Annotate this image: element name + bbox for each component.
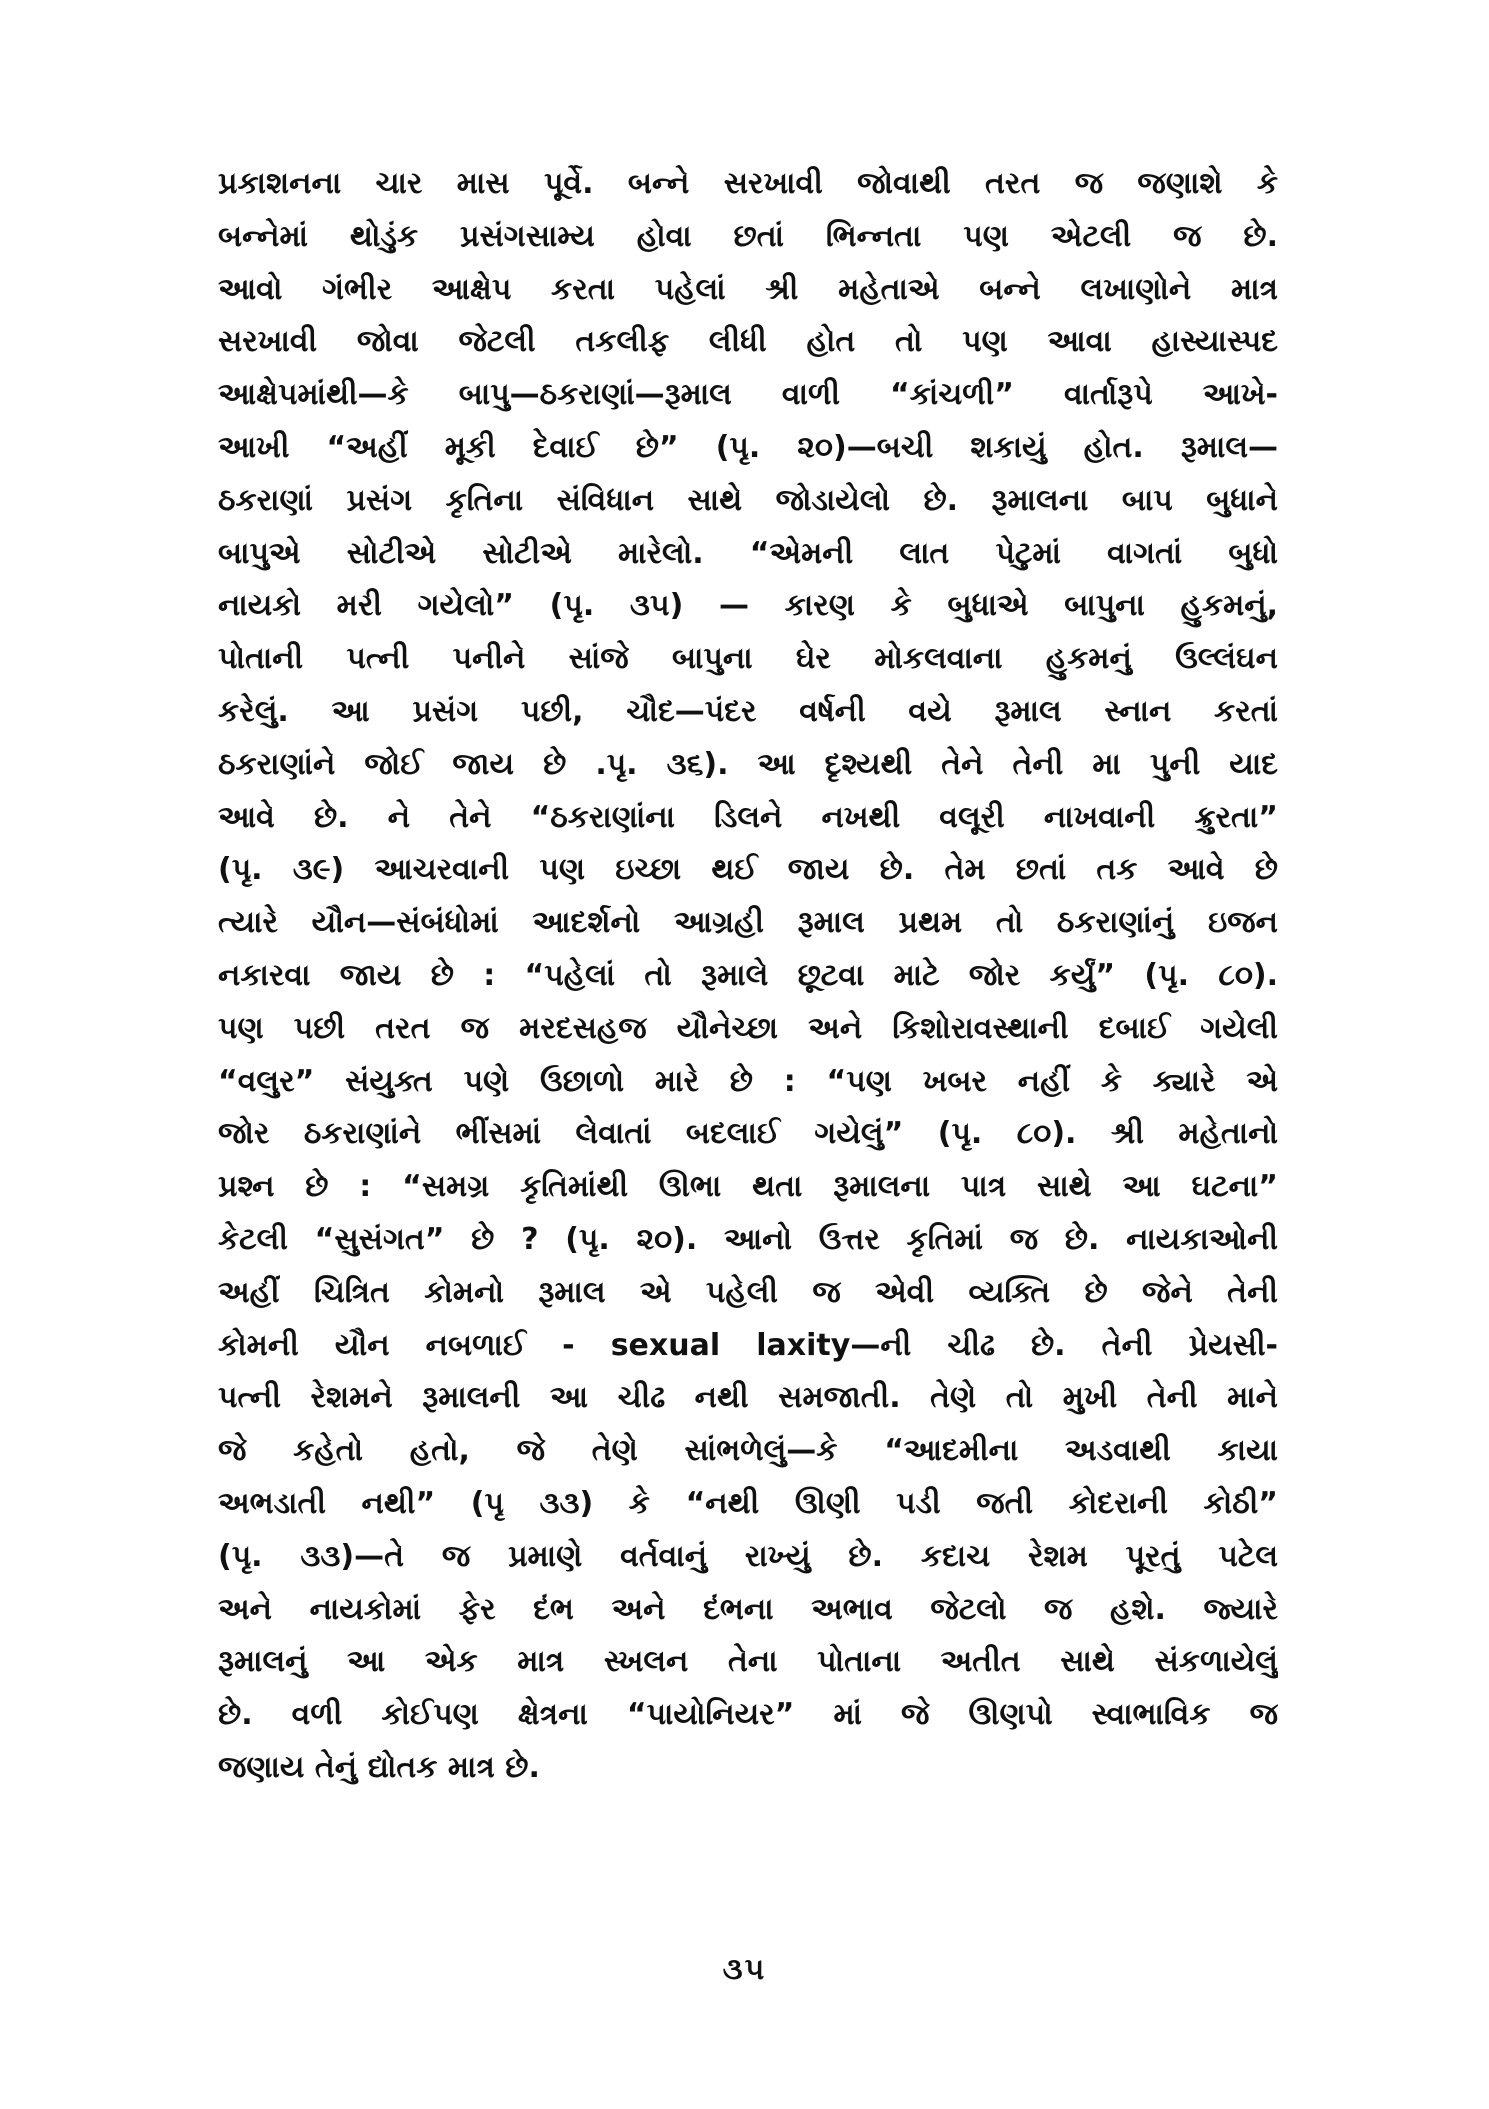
text-line: છે. વળી કોઈપણ ક્ષેત્રના “પાયોનિયર” માં જે ઊણપો સ્વાભાવિક જ: [218, 1697, 1278, 1733]
text-line: પણ પછી તરત જ મરદસહજ યૌનેચ્છા અને કિશોરાવસ્થાની દબાઈ ગયેલી: [218, 1010, 1278, 1046]
text-line: ઠકરાણાંને જોઈ જાય છે .પૃ. ૩૬). આ દૃશ્યથી તેને તેની મા પુની યાદ: [218, 746, 1278, 782]
text-line: નાયકો મરી ગયેલો” (પૃ. ૩૫) — કારણ કે બુધાએ બાપુના હુકમનું,: [218, 588, 1278, 624]
text-line: સરખાવી જોવા જેટલી તકલીફ લીધી હોત તો પણ આવા હાસ્યાસ્પદ: [218, 324, 1278, 360]
body-text: [218, 158, 1278, 1795]
text-line: પોતાની પત્ની પનીને સાંજે બાપુના ઘેર મોકલવાના હુકમનું ઉલ્લંઘન: [218, 641, 1278, 677]
page-number: ૩૫: [722, 1952, 767, 1987]
text-line: કોમની યૌન નબળાઈ - sexual laxity—ની ચીઢ છે. તેની પ્રેયસી-: [218, 1327, 1278, 1363]
text-line: આવે છે. ને તેને “ઠકરાણાંના ડિલને નખથી વલૂરી નાખવાની ક્રુરતા”: [218, 799, 1278, 835]
text-line: જે કહેતો હતો, જે તેણે સાંભળેલું—કે “આદમીના અડવાથી કાયા: [218, 1433, 1278, 1469]
text-line: નકારવા જાય છે : “પહેલાં તો રૂમાલે છૂટવા માટે જોર કર્યું” (પૃ. ૮૦).: [218, 957, 1278, 993]
text-line: કેટલી “સુસંગત” છે ? (પૃ. ૨૦). આનો ઉત્તર કૃતિમાં જ છે. નાયકાઓની: [218, 1221, 1278, 1257]
text-line: અભડાતી નથી” (પૃ ૩૩) કે “નથી ઊણી પડી જતી કોદરાની કોઠી”: [218, 1485, 1278, 1521]
text-line: (પૃ. ૩૯) આચરવાની પણ ઇચ્છા થઈ જાય છે. તેમ છતાં તક આવે છે: [218, 852, 1278, 888]
text-line: પ્રકાશનના ચાર માસ પૂર્વે. બન્ને સરખાવી જોવાથી તરત જ જણાશે કે: [218, 166, 1278, 201]
text-line: આખી “અહીં મૂકી દેવાઈ છે” (પૃ. ૨૦)—બચી શકાયું હોત. રૂમાલ—: [218, 429, 1278, 465]
text-line: આક્ષેપમાંથી—કે બાપુ—ઠકરાણાં—રૂમાલ વાળી “કાંચળી” વાર્તારૂપે આખે-: [218, 377, 1278, 413]
text-line: (પૃ. ૩૩)—તે જ પ્રમાણે વર્તવાનું રાખ્યું છે. કદાચ રેશમ પૂરતું પટેલ: [218, 1538, 1278, 1574]
text-line-last: જણાય તેનું દ્યોતક માત્ર છે.: [218, 1749, 540, 1785]
text-line: ત્યારે યૌન—સંબંધોમાં આદર્શનો આગ્રહી રૂમાલ પ્રથમ તો ઠકરાણાંનું ઇજન: [218, 905, 1278, 941]
text-line: બન્નેમાં થોડુંક પ્રસંગસામ્ય હોવા છતાં ભિન્નતા પણ એટલી જ છે.: [218, 218, 1278, 254]
text-line: “વલુર” સંયુક્ત પણે ઉછાળો મારે છે : “પણ ખબર નહીં કે ક્યારે એ: [218, 1063, 1278, 1099]
text-line: અને નાયકોમાં ફેર દંભ અને દંભના અભાવ જેટલો જ હશે. જ્યારે: [218, 1591, 1278, 1627]
text-line: ઠકરાણાં પ્રસંગ કૃતિના સંવિધાન સાથે જોડાયેલો છે. રૂમાલના બાપ બુધાને: [218, 482, 1278, 518]
text-line: પત્ની રેશમને રૂમાલની આ ચીઢ નથી સમજાતી. તેણે તો મુખી તેની માને: [218, 1380, 1278, 1416]
text-line: કરેલું. આ પ્રસંગ પછી, ચૌદ—પંદર વર્ષની વયે રૂમાલ સ્નાન કરતાં: [218, 693, 1278, 729]
text-line: અહીં ચિત્રિત કોમનો રૂમાલ એ પહેલી જ એવી વ્યક્તિ છે જેને તેની: [218, 1274, 1278, 1310]
text-line: પ્રશ્ન છે : “સમગ્ર કૃતિમાંથી ઊભા થતા રૂમાલના પાત્ર સાથે આ ઘટના”: [218, 1169, 1278, 1205]
text-line: રૂમાલનું આ એક માત્ર સ્ખલન તેના પોતાના અતીત સાથે સંકળાયેલું: [218, 1644, 1278, 1680]
text-line: બાપુએ સોટીએ સોટીએ મારેલો. “એમની લાત પેટુમાં વાગતાં બુધો: [218, 535, 1278, 571]
text-line: આવો ગંભીર આક્ષેપ કરતા પહેલાં શ્રી મહેતાએ બન્ને લખાણોને માત્ર: [218, 271, 1278, 307]
text-line: જોર ઠકરાણાંને ભીંસમાં લેવાતાં બદલાઈ ગયેલું” (પૃ. ૮૦). શ્રી મહેતાનો: [218, 1116, 1278, 1152]
